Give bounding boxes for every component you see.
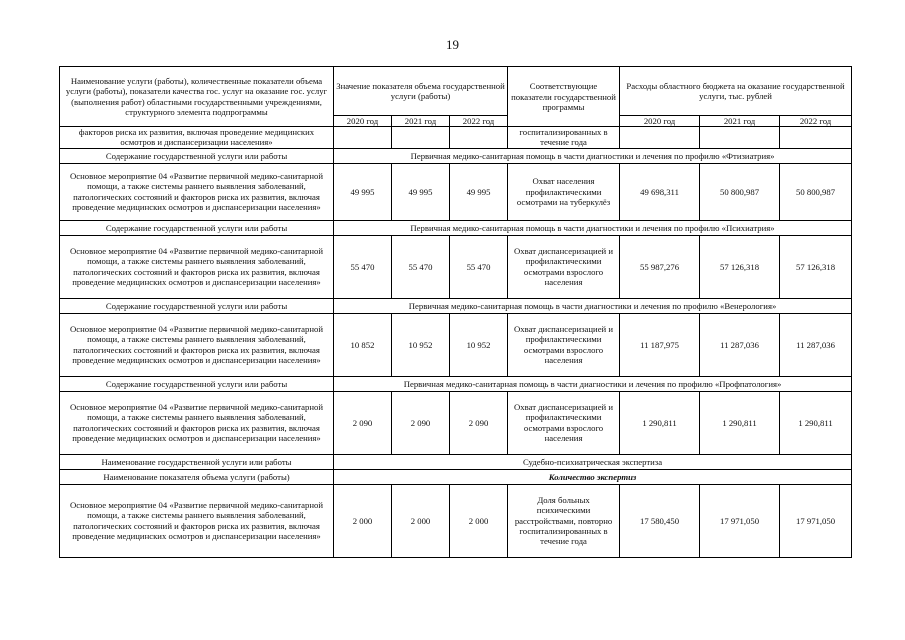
measure-name: Основное мероприятие 04 «Развитие первичной медико-санитарной помощи, а также системы раннего выявления заболеваний, патологических состояний и факторов риска их развития, включая проведение медицинских осмотров и диспансеризации населения» (60, 391, 334, 454)
expense-2022: 1 290,811 (780, 391, 852, 454)
header-indicator: Соответствующие показатели государственной программы (508, 67, 620, 127)
section-title-row (60, 148, 852, 163)
volume-2021: 10 952 (392, 313, 450, 376)
program-indicator: Охват населения профилактическими осмотрами на туберкулёз (508, 163, 620, 220)
expense-2022: 50 800,987 (780, 163, 852, 220)
expense-2021: 57 126,318 (700, 235, 780, 298)
expense-2021: 11 287,036 (700, 313, 780, 376)
section-label: Содержание государственной услуги или работы (60, 376, 334, 391)
continuation-indicator: госпитализированных в течение года (508, 127, 620, 148)
expense-2020: 1 290,811 (620, 391, 700, 454)
measure-name: Основное мероприятие 04 «Развитие первичной медико-санитарной помощи, а также системы раннего выявления заболеваний, патологических состояний и факторов риска их развития, включая проведение медицинских осмотров и диспансеризации населения» (60, 313, 334, 376)
continuation-name: факторов риска их развития, включая проведение медицинских осмотров и диспансеризации населения» (60, 127, 334, 148)
year-cell: 2022 год (780, 116, 852, 127)
volume-value: Количество экспертиз (334, 469, 852, 484)
expense-2020: 55 987,276 (620, 235, 700, 298)
year-cell: 2021 год (392, 116, 450, 127)
empty-cell (450, 127, 508, 148)
empty-cell (780, 127, 852, 148)
section-title-row (60, 298, 852, 313)
measure-name: Основное мероприятие 04 «Развитие первичной медико-санитарной помощи, а также системы раннего выявления заболеваний, патологических состояний и факторов риска их развития, включая проведение медицинских осмотров и диспансеризации населения» (60, 484, 334, 557)
expense-2021: 50 800,987 (700, 163, 780, 220)
volume-2020: 10 852 (334, 313, 392, 376)
volume-2022: 55 470 (450, 235, 508, 298)
section-title: Первичная медико-санитарная помощь в части диагностики и лечения по профилю «Венерология» (334, 298, 852, 313)
volume-2021: 55 470 (392, 235, 450, 298)
table-row (60, 235, 852, 298)
header-name: Наименование услуги (работы), количественные показатели объема услуги (работы), показатели качества гос. услуг на оказание гос. услуг (выполнения работ) областными государственными учреждениями, структурного элемента подпрограммы (60, 67, 334, 127)
section-title: Первичная медико-санитарная помощь в части диагностики и лечения по профилю «Психиатрия» (334, 220, 852, 235)
empty-cell (620, 127, 700, 148)
expense-2020: 49 698,311 (620, 163, 700, 220)
table-row (60, 313, 852, 376)
table-row (60, 163, 852, 220)
page-number: 19 (446, 37, 459, 52)
expense-2022: 57 126,318 (780, 235, 852, 298)
section-title: Первичная медико-санитарная помощь в части диагностики и лечения по профилю «Фтизиатрия» (334, 148, 852, 163)
expense-2021: 1 290,811 (700, 391, 780, 454)
volume-2022: 2 000 (450, 484, 508, 557)
header-volume: Значение показателя объема государственной услуги (работы) (334, 67, 508, 116)
program-indicator: Охват диспансеризацией и профилактическими осмотрами взрослого населения (508, 313, 620, 376)
volume-2022: 2 090 (450, 391, 508, 454)
empty-cell (392, 127, 450, 148)
empty-cell (334, 127, 392, 148)
continuation-row (60, 127, 852, 148)
empty-cell (700, 127, 780, 148)
header-expenses: Расходы областного бюджета на оказание государственной услуги, тыс. рублей (620, 67, 852, 116)
service-label: Наименование государственной услуги или работы (60, 454, 334, 469)
table-row (60, 391, 852, 454)
measure-name: Основное мероприятие 04 «Развитие первичной медико-санитарной помощи, а также системы раннего выявления заболеваний, патологических состояний и факторов риска их развития, включая проведение медицинских осмотров и диспансеризации населения» (60, 235, 334, 298)
program-indicator: Охват диспансеризацией и профилактическими осмотрами взрослого населения (508, 391, 620, 454)
expense-2021: 17 971,050 (700, 484, 780, 557)
table-row (60, 484, 852, 557)
expense-2020: 17 580,450 (620, 484, 700, 557)
section-label: Содержание государственной услуги или работы (60, 298, 334, 313)
volume-2020: 55 470 (334, 235, 392, 298)
volume-2021: 49 995 (392, 163, 450, 220)
service-value: Судебно-психиатрическая экспертиза (334, 454, 852, 469)
expense-2022: 17 971,050 (780, 484, 852, 557)
section-title: Первичная медико-санитарная помощь в части диагностики и лечения по профилю «Профпатология» (334, 376, 852, 391)
program-indicator: Доля больных психическими расстройствами, повторно госпитализированных в течение года (508, 484, 620, 557)
volume-row (60, 469, 852, 484)
section-label: Содержание государственной услуги или работы (60, 220, 334, 235)
measure-name: Основное мероприятие 04 «Развитие первичной медико-санитарной помощи, а также системы раннего выявления заболеваний, патологических состояний и факторов риска их развития, включая проведение медицинских осмотров и диспансеризации населения» (60, 163, 334, 220)
expense-2020: 11 187,975 (620, 313, 700, 376)
header-row (60, 67, 852, 116)
volume-2020: 49 995 (334, 163, 392, 220)
budget-table (59, 66, 852, 558)
section-title-row (60, 376, 852, 391)
volume-2021: 2 000 (392, 484, 450, 557)
volume-2020: 2 090 (334, 391, 392, 454)
section-label: Содержание государственной услуги или работы (60, 148, 334, 163)
volume-2021: 2 090 (392, 391, 450, 454)
volume-2022: 49 995 (450, 163, 508, 220)
volume-2020: 2 000 (334, 484, 392, 557)
year-cell: 2021 год (700, 116, 780, 127)
service-row (60, 454, 852, 469)
expense-2022: 11 287,036 (780, 313, 852, 376)
volume-label: Наименование показателя объема услуги (работы) (60, 469, 334, 484)
year-cell: 2020 год (334, 116, 392, 127)
year-cell: 2020 год (620, 116, 700, 127)
volume-2022: 10 952 (450, 313, 508, 376)
program-indicator: Охват диспансеризацией и профилактическими осмотрами взрослого населения (508, 235, 620, 298)
section-title-row (60, 220, 852, 235)
year-cell: 2022 год (450, 116, 508, 127)
